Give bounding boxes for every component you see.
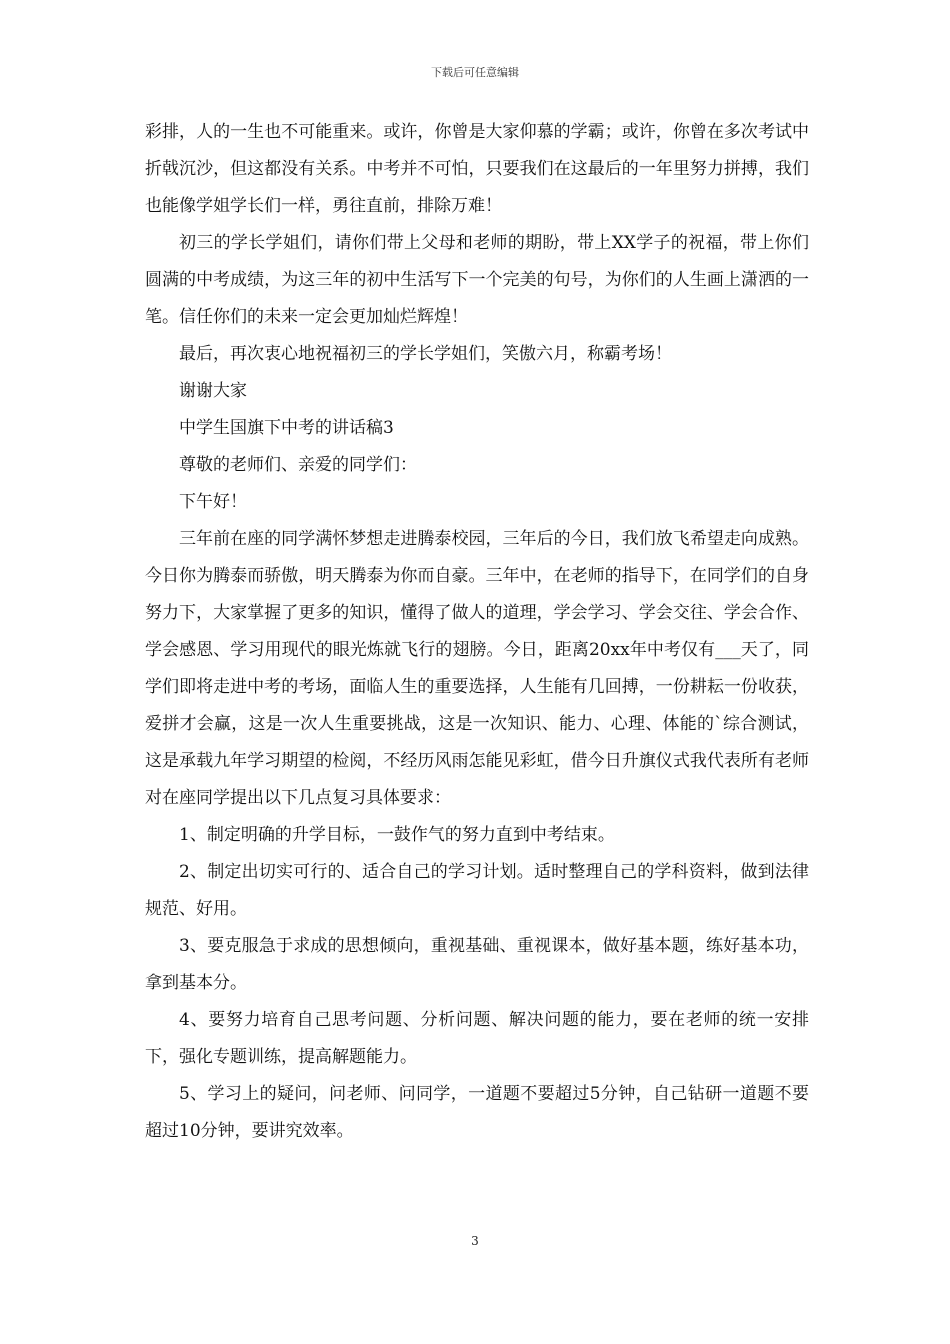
greeting: 下午好！ bbox=[179, 492, 247, 512]
paragraph-blessing: 初三的学长学姐们，请你们带上父母和老师的期盼，带上XX学子的祝福，带上你们圆满的中考成绩，为这三年的初中生活写下一个完美的句号，为你们的人生画上潇洒的一笔。信任你们的未来一定会更加灿烂辉煌！ bbox=[145, 233, 809, 327]
page-number: 3 bbox=[471, 1234, 479, 1248]
paragraph-continuation: 彩排，人的一生也不可能重来。或许，你曾是大家仰慕的学霸；或许，你曾在多次考试中折戟沉沙，但这都没有关系。中考并不可怕，只要我们在这最后的一年里努力拼搏，我们也能像学姐学长们一样，勇往直前，排除万难！ bbox=[145, 122, 809, 216]
section-title: 中学生国旗下中考的讲话稿3 bbox=[179, 418, 394, 438]
paragraph-main: 三年前在座的同学满怀梦想走进腾泰校园，三年后的今日，我们放飞希望走向成熟。今日你为腾泰而骄傲，明天腾泰为你而自豪。三年中，在老师的指导下，在同学们的自身努力下，大家掌握了更多的知识，懂得了做人的道理，学会学习、学会交往、学会合作、学会感恩、学习用现代的眼光炼就飞行的翅膀。今日，距离20xx年中考仅有___天了，同学们即将走进中考的考场，面临人生的重要选择，人生能有几回搏，一份耕耘一份收获，爱拼才会赢，这是一次人生重要挑战，这是一次知识、能力、心理、体能的`综合测试，这是承载九年学习期望的检阅，不经历风雨怎能见彩虹，借今日升旗仪式我代表所有老师对在座同学提出以下几点复习具体要求： bbox=[145, 529, 809, 808]
list-item-5: 5、学习上的疑问，问老师、问同学，一道题不要超过5分钟，自己钻研一道题不要超过10分钟，要讲究效率。 bbox=[145, 1084, 809, 1141]
document-body bbox=[145, 114, 809, 1150]
paragraph-closing-wish: 最后，再次衷心地祝福初三的学长学姐们，笑傲六月，称霸考场！ bbox=[179, 344, 672, 364]
list-item-4: 4、要努力培育自己思考问题、分析问题、解决问题的能力，要在老师的统一安排下，强化专题训练，提高解题能力。 bbox=[145, 1010, 809, 1067]
paragraph-thanks: 谢谢大家 bbox=[179, 381, 247, 401]
list-item-1: 1、制定明确的升学目标，一鼓作气的努力直到中考结束。 bbox=[179, 825, 615, 845]
list-item-2: 2、制定出切实可行的、适合自己的学习计划。适时整理自己的学科资料，做到法律规范、好用。 bbox=[145, 862, 809, 919]
list-item-3: 3、要克服急于求成的思想倾向，重视基础、重视课本，做好基本题，练好基本功，拿到基本分。 bbox=[145, 936, 809, 993]
page-header: 下载后可任意编辑 bbox=[431, 66, 519, 79]
salutation: 尊敬的老师们、亲爱的同学们： bbox=[179, 455, 417, 475]
